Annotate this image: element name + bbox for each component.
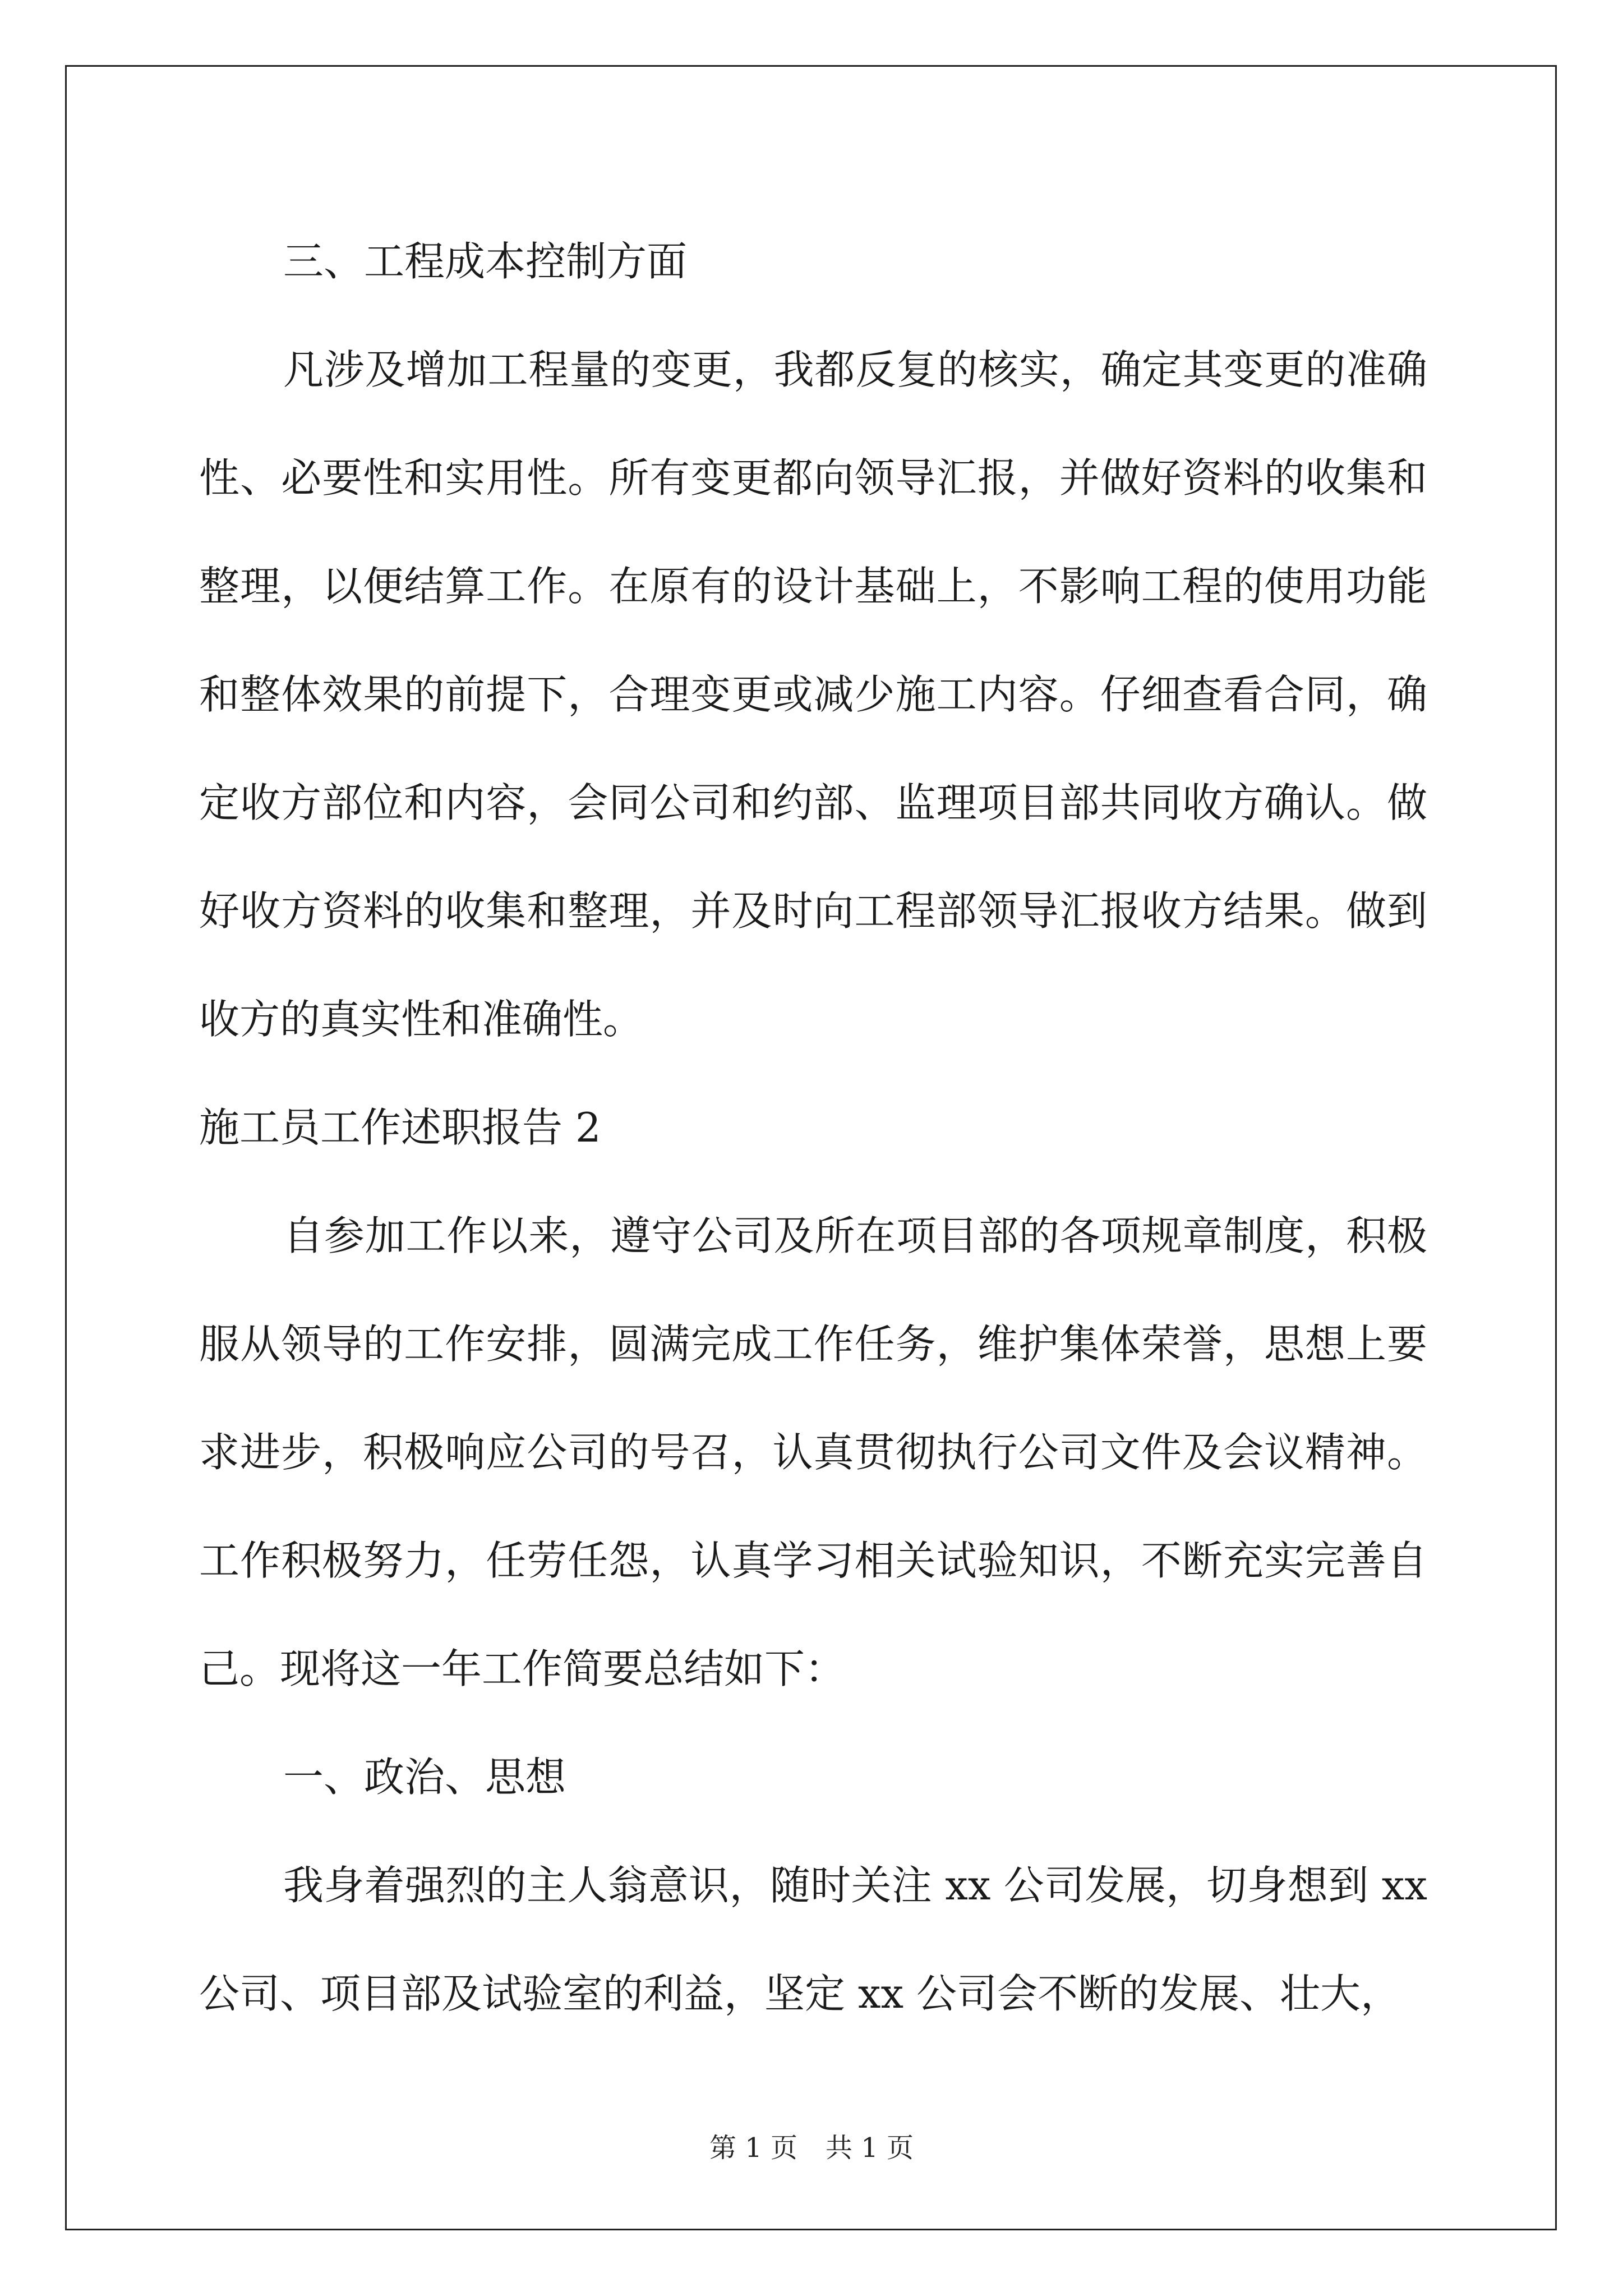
paragraph-line: 我身着强烈的主人翁意识，随时关注 xx 公司发展，切身想到 xx: [283, 1862, 1427, 1909]
section-heading-cost-control: 三、工程成本控制方面: [283, 238, 688, 285]
paragraph-line: 收方的真实性和准确性。: [199, 996, 644, 1043]
page-number-current: 第 1 页: [709, 2132, 797, 2164]
paragraph-line: 公司、项目部及试验室的利益，坚定 xx 公司会不断的发展、壮大，: [199, 1970, 1401, 2017]
paragraph-line: 工作积极努力，任劳任怨，认真学习相关试验知识，不断充实完善自: [199, 1537, 1427, 1584]
section-heading-politics: 一、政治、思想: [283, 1754, 566, 1801]
paragraph-line: 服从领导的工作安排，圆满完成工作任务，维护集体荣誉，思想上要: [199, 1320, 1427, 1368]
document-body: [199, 208, 1427, 2048]
paragraph-line: 整理，以便结算工作。在原有的设计基础上，不影响工程的使用功能: [199, 563, 1427, 610]
paragraph-line: 性、必要性和实用性。所有变更都向领导汇报，并做好资料的收集和: [199, 454, 1427, 501]
paragraph-line: 凡涉及增加工程量的变更，我都反复的核实，确定其变更的准确: [283, 346, 1427, 393]
paragraph-line: 和整体效果的前提下，合理变更或减少施工内容。仔细查看合同，确: [199, 671, 1427, 718]
page-number-total: 共 1 页: [826, 2132, 914, 2164]
paragraph-line: 定收方部位和内容，会同公司和约部、监理项目部共同收方确认。做: [199, 779, 1427, 826]
paragraph-line: 求进步，积极响应公司的号召，认真贯彻执行公司文件及会议精神。: [199, 1429, 1427, 1476]
document-title: 施工员工作述职报告 2: [199, 1104, 601, 1151]
paragraph-line: 己。现将这一年工作简要总结如下：: [199, 1645, 846, 1692]
paragraph-line: 好收方资料的收集和整理，并及时向工程部领导汇报收方结果。做到: [199, 887, 1427, 935]
paragraph-line: 自参加工作以来，遵守公司及所在项目部的各项规章制度，积极: [283, 1212, 1427, 1259]
page-footer: [0, 2126, 1623, 2165]
